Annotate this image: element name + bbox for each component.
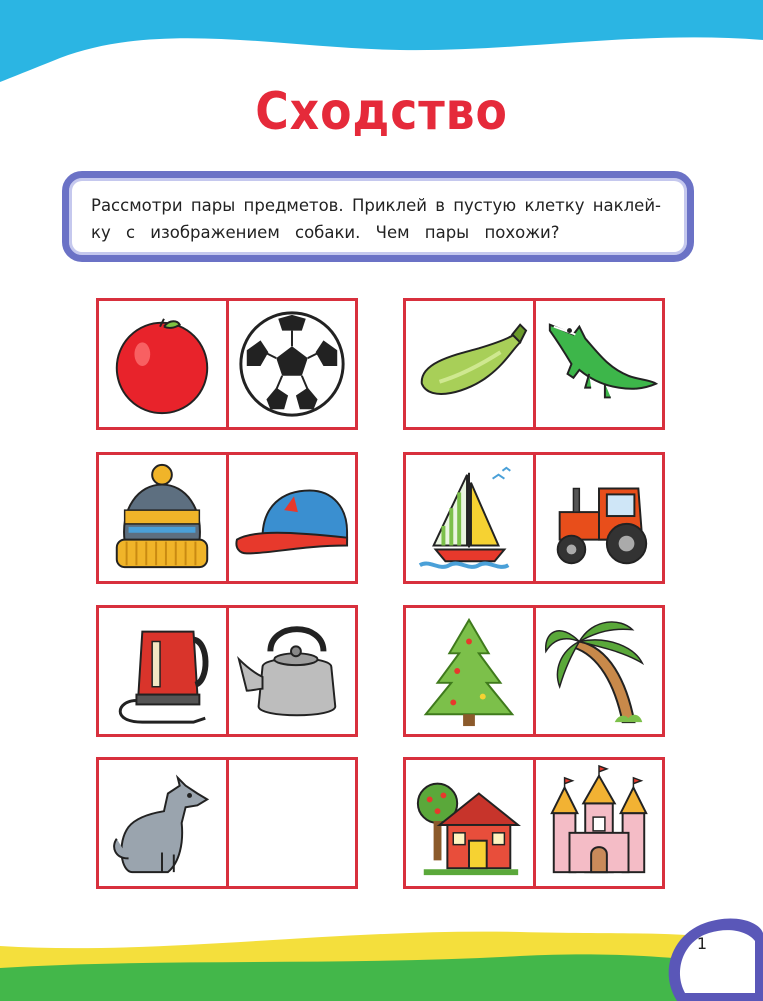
- pair-cell: [99, 608, 226, 734]
- instruction-box: [62, 171, 694, 262]
- pair-cell: [406, 760, 533, 886]
- pair-cell: [99, 455, 226, 581]
- cap-icon: [233, 459, 351, 577]
- pair-cell: [406, 608, 533, 734]
- pair-cell: [406, 301, 533, 427]
- bottom-wave-decoration: [0, 906, 763, 1001]
- top-wave-decoration: [0, 0, 763, 90]
- apple-icon: [103, 305, 221, 423]
- wolf-icon: [103, 764, 221, 882]
- tractor-icon: [540, 459, 658, 577]
- pair-fir-palm: [403, 605, 665, 737]
- soccer-ball-icon: [233, 305, 351, 423]
- pair-kettle-teapot: [96, 605, 358, 737]
- pair-cell: [533, 608, 663, 734]
- pair-cell: [406, 455, 533, 581]
- pair-cell: [533, 760, 663, 886]
- pair-cell: [99, 760, 226, 886]
- sailboat-icon: [410, 459, 528, 577]
- castle-icon: [540, 764, 658, 882]
- pair-cell: [226, 455, 356, 581]
- page-number-tab: [663, 913, 763, 1001]
- pair-cell: [533, 301, 663, 427]
- empty-sticker-slot[interactable]: [226, 760, 356, 886]
- teapot-icon: [233, 612, 351, 730]
- pair-cell: [226, 301, 356, 427]
- pair-sailboat-tractor: [403, 452, 665, 584]
- pair-wolf-empty: [96, 757, 358, 889]
- page-title: Сходство: [255, 82, 508, 142]
- knit-hat-icon: [103, 459, 221, 577]
- pair-cell: [99, 301, 226, 427]
- pair-house-castle: [403, 757, 665, 889]
- pair-cell: [533, 455, 663, 581]
- fir-tree-icon: [410, 612, 528, 730]
- electric-kettle-icon: [103, 612, 221, 730]
- house-icon: [410, 764, 528, 882]
- palm-tree-icon: [540, 612, 658, 730]
- instruction-line-1: Рассмотри пары предметов. Приклей в пустую клетку наклей-: [91, 196, 661, 215]
- pair-zucchini-crocodile: [403, 298, 665, 430]
- crocodile-icon: [540, 305, 658, 423]
- instruction-line-2: ку с изображением собаки. Чем пары похожи?: [91, 223, 560, 242]
- pair-cell: [226, 608, 356, 734]
- pair-apple-ball: [96, 298, 358, 430]
- zucchini-icon: [410, 305, 528, 423]
- pair-hat-cap: [96, 452, 358, 584]
- page-number: 1: [696, 934, 707, 953]
